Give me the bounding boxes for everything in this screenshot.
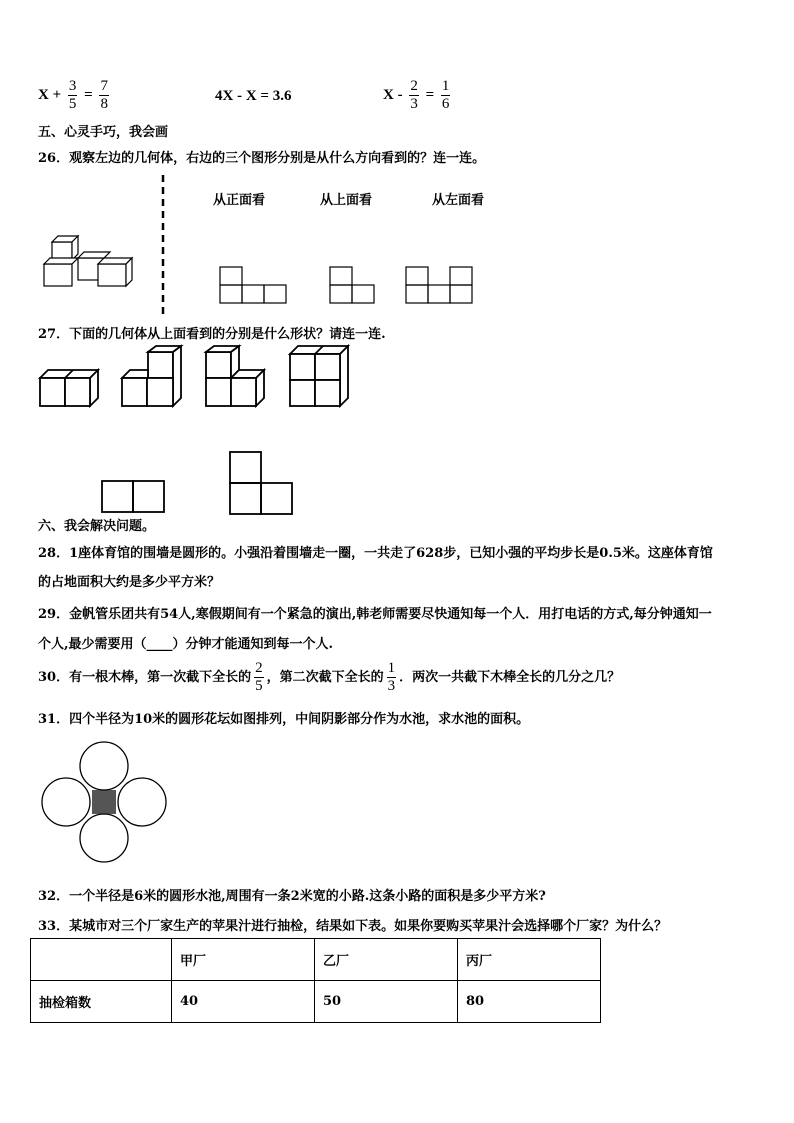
equation-1-equals: =: [84, 86, 93, 103]
question-33-text: 33．某城市对三个厂家生产的苹果汁进行抽检，结果如下表。如果你要购买苹果汁会选择哪个厂家？为什么？: [38, 919, 668, 934]
question-27-text: 27．下面的几何体从上面看到的分别是什么形状？请连一连.: [38, 327, 386, 342]
q27-solid-2: [122, 346, 181, 406]
question-30: [38, 660, 620, 695]
fraction-denominator: 8: [100, 96, 108, 112]
table-header-row: [31, 939, 601, 981]
question-32-text: 32．一个半径是6米的圆形水池,周围有一条2米宽的小路.这条小路的面积是多少平方米?: [38, 889, 546, 904]
table-header-cell: 乙厂: [315, 939, 458, 981]
fraction-denominator: 3: [410, 96, 418, 112]
question-29-line-1: 29．金帆管乐团共有54人,寒假期间有一个紧急的演出,韩老师需要尽快通知每一个人．用打电话的方式,每分钟通知一: [38, 607, 712, 622]
view-label-front: 从正面看: [213, 193, 266, 208]
question-31-text: 31．四个半径为10米的圆形花坛如图排列，中间阴影部分作为水池，求水池的面积。: [38, 712, 530, 727]
cube-face: [98, 264, 126, 286]
q26-view-shape-3: [405, 266, 475, 306]
equation-3-equals: =: [425, 86, 435, 103]
q27-solid-1: [40, 370, 98, 406]
circle-left: [42, 778, 90, 826]
q27-top-view-1: [100, 479, 170, 515]
equation-3-prefix: X -: [383, 86, 403, 103]
section-6-title: 六、我会解决问题。: [38, 519, 156, 534]
circle-right: [118, 778, 166, 826]
cube-face: [44, 264, 72, 286]
table-cell: 40: [172, 981, 315, 1023]
question-28-line-1: 28．1座体育馆的围墙是圆形的。小强沿着围墙走一圈，一共走了628步，已知小强的平均步长是0.5米。这座体育馆: [38, 546, 713, 561]
question-28-line-2: 的占地面积大约是多少平方米？: [38, 575, 221, 590]
equation-1-fraction-a: [68, 78, 78, 113]
view-label-left: 从左面看: [432, 193, 485, 208]
equation-1-fraction-b: [99, 78, 109, 113]
table-cell: 80: [458, 981, 601, 1023]
circle-top: [80, 742, 128, 790]
q27-solids: [36, 346, 356, 410]
question-26-text: 26．观察左边的几何体，右边的三个图形分别是从什么方向看到的？连一连。: [38, 151, 486, 166]
question-29-line-2: 个人,最少需要用（____）分钟才能通知到每一个人.: [38, 637, 334, 652]
fraction-denominator: 5: [255, 678, 263, 694]
fraction-denominator: 5: [68, 96, 77, 112]
question-30-part-1: 30．有一根木棒，第一次截下全长的: [38, 670, 252, 685]
apple-juice-table: [30, 938, 601, 1023]
fraction-denominator: 3: [387, 678, 396, 694]
q27-top-view-2: [228, 450, 298, 516]
table-header-cell: 甲厂: [172, 939, 315, 981]
fraction-numerator: 1: [387, 660, 396, 676]
view-label-top: 从上面看: [320, 193, 373, 208]
equation-1-prefix: X +: [38, 86, 62, 103]
table-cell: 50: [315, 981, 458, 1023]
fraction-numerator: 7: [100, 78, 108, 94]
circle-bottom: [80, 814, 128, 862]
table-row: [31, 981, 601, 1023]
equation-2: 4X - X = 3.6: [215, 88, 292, 104]
question-30-fraction-1: [254, 660, 264, 695]
q27-solid-3: [206, 346, 264, 406]
fraction-numerator: 2: [410, 78, 418, 94]
q26-solid-figure: [40, 228, 140, 290]
fraction-numerator: 1: [441, 78, 450, 94]
cube-top: [44, 258, 78, 264]
question-30-part-2: ，第二次截下全长的: [266, 670, 384, 685]
equation-3: [383, 78, 453, 113]
table-cell: 抽检箱数: [31, 981, 172, 1023]
q27-solid-4: [290, 346, 348, 406]
equation-1: [38, 78, 112, 113]
question-30-fraction-2: [387, 660, 397, 695]
fraction-numerator: 2: [255, 660, 263, 676]
equation-3-fraction-b: [441, 78, 451, 113]
question-30-part-3: ．两次一共截下木棒全长的几分之几？: [399, 670, 621, 685]
table-header-cell: 丙厂: [458, 939, 601, 981]
table-header-cell: [31, 939, 172, 981]
q31-four-circles-figure: [40, 740, 168, 866]
q26-view-shape-2: [329, 266, 379, 306]
fraction-numerator: 3: [68, 78, 77, 94]
section-5-title: 五、心灵手巧，我会画: [38, 125, 169, 140]
equation-3-fraction-a: [409, 78, 419, 113]
dashed-divider: [160, 175, 166, 315]
cube-top: [78, 252, 110, 258]
cube-face: [52, 242, 72, 260]
fraction-denominator: 6: [441, 96, 450, 112]
pool-shaded-area: [92, 790, 116, 814]
q26-view-shape-1: [219, 266, 289, 306]
